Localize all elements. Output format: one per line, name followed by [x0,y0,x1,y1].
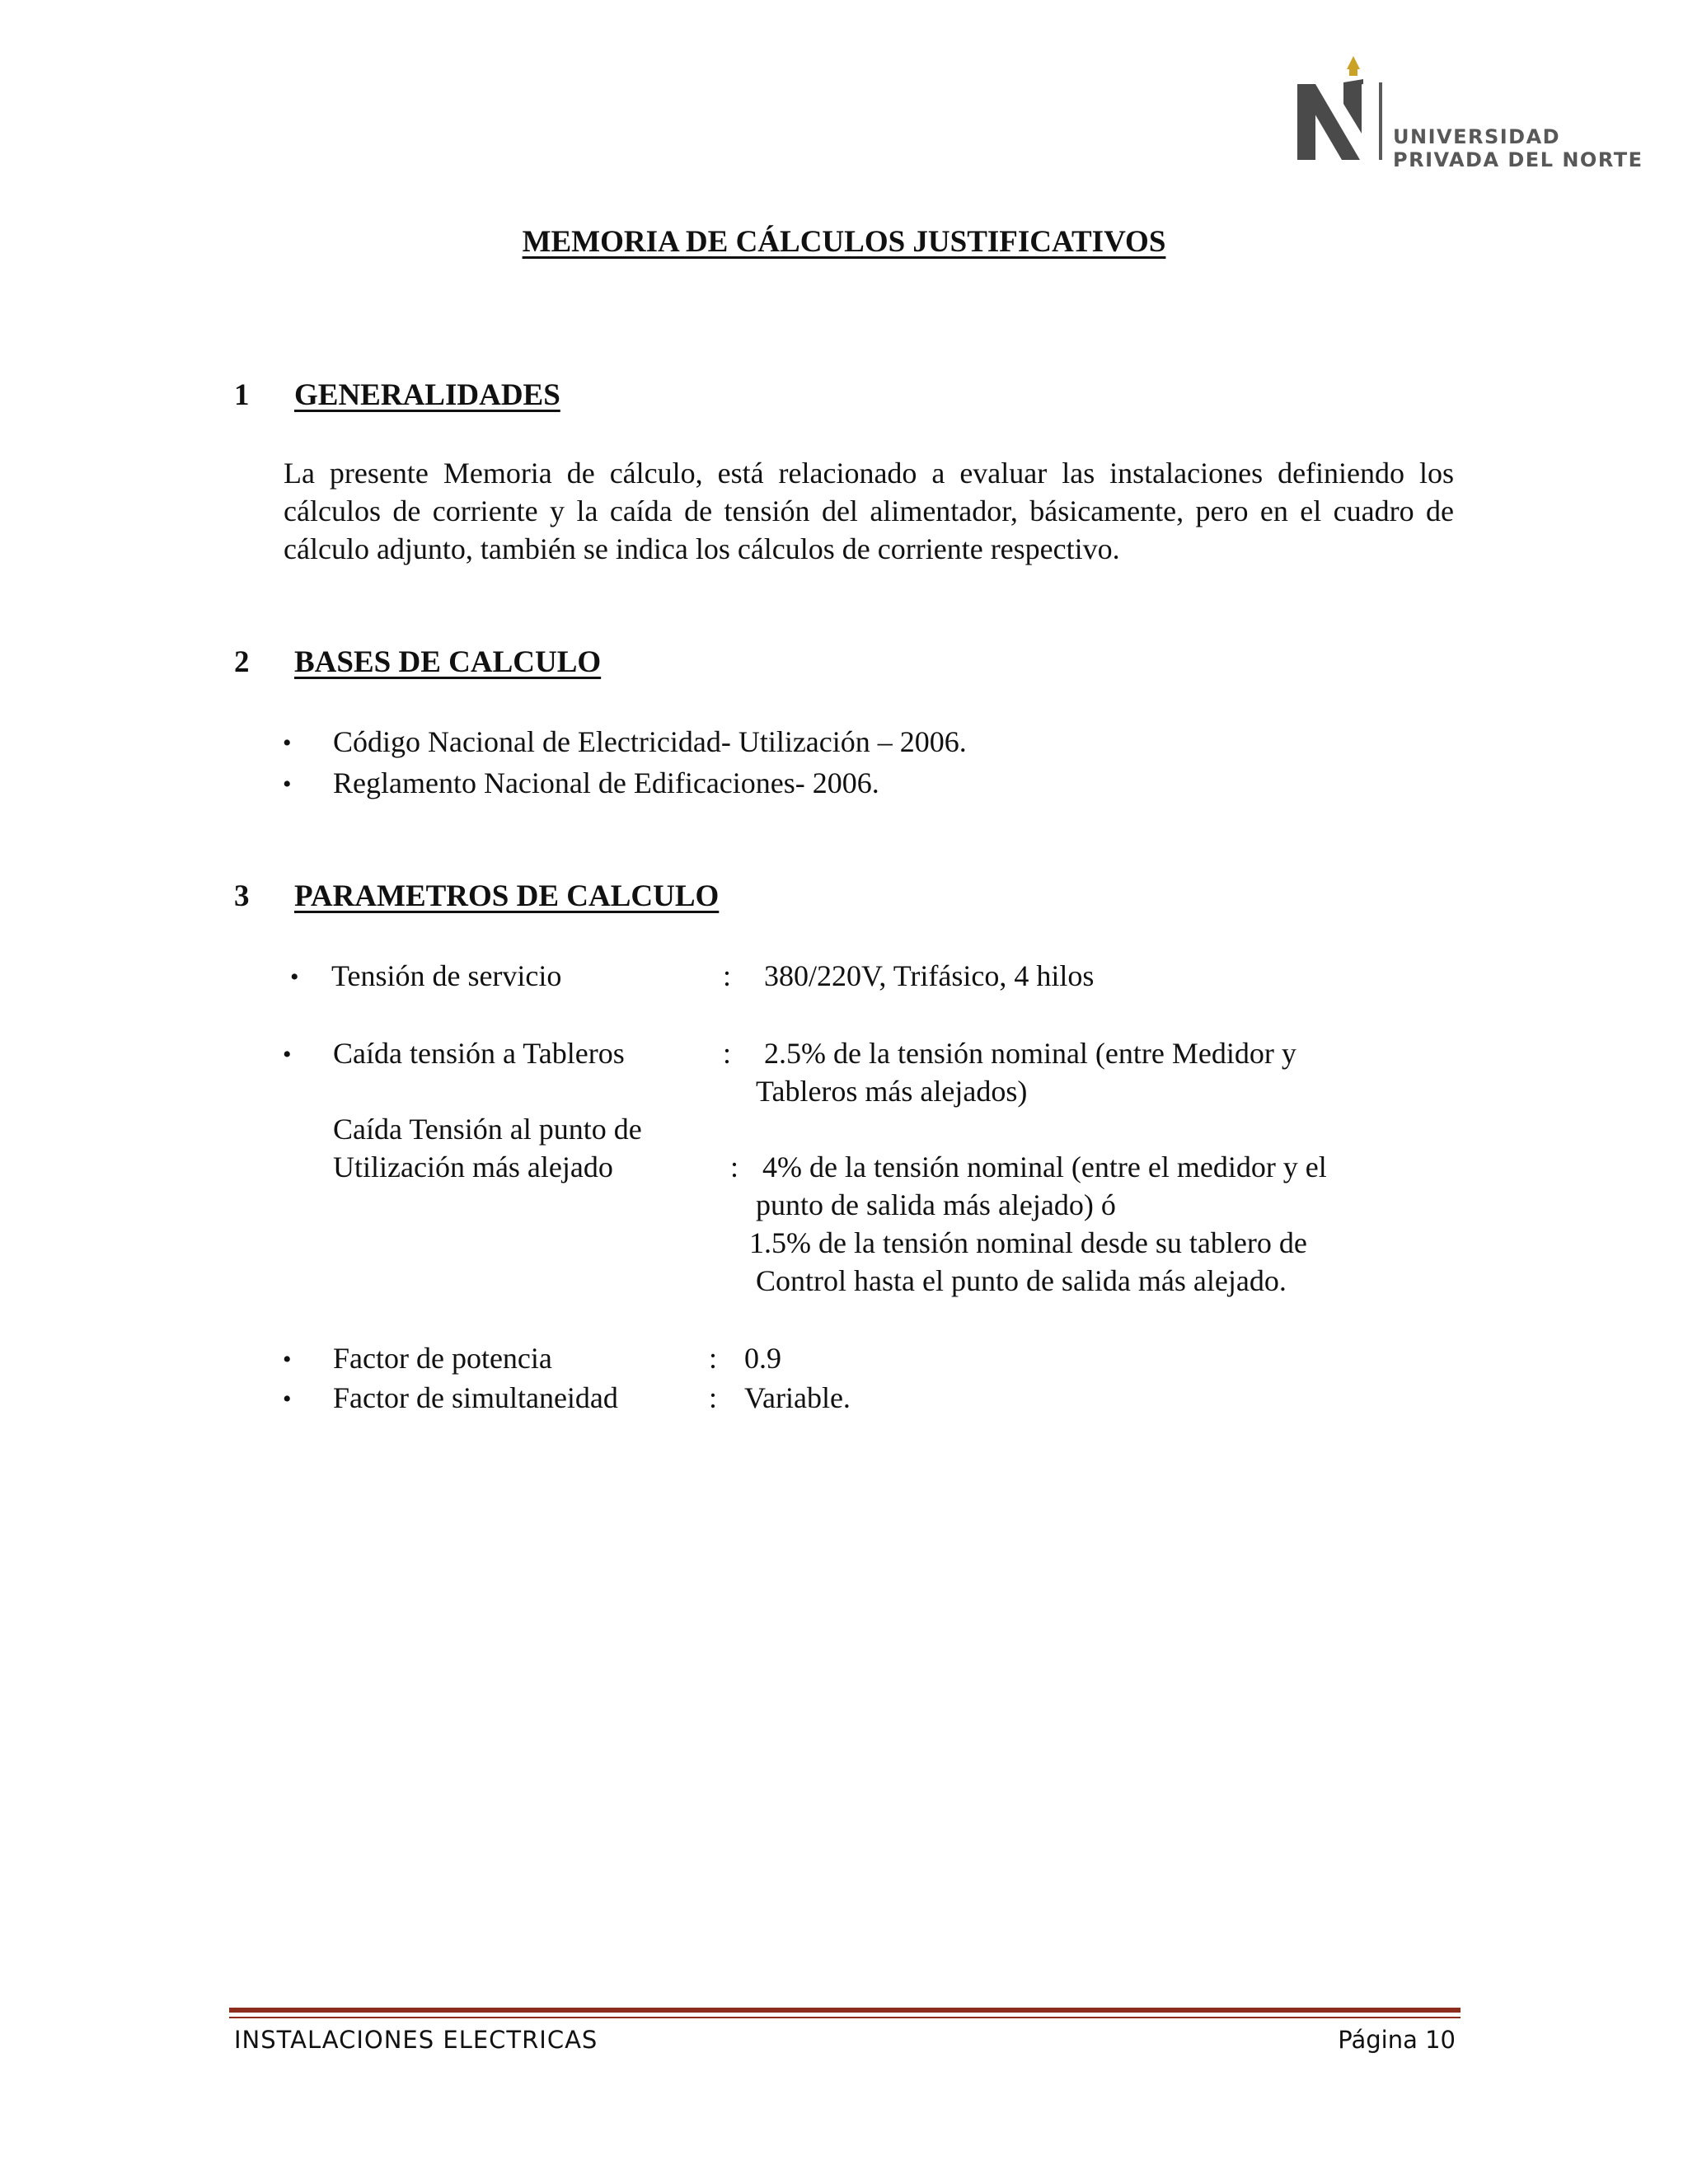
param-value-factor-simultaneidad: Variable. [744,1381,851,1414]
logo-line-2: PRIVADA DEL NORTE [1393,148,1643,171]
param-colon: : [730,1151,739,1183]
section-1-paragraph: La presente Memoria de cálculo, está relacionado a evaluar las instalaciones definiendo los cálculos de corriente y la caída de tensión del alimentador, básicamente, pero en el cuadro de cálculo adjunto, también se indica los cálculos de corriente respectivo. [284,457,1454,565]
section-2-number: 2 [234,645,250,679]
logo-text [1393,125,1643,171]
param-label-factor-potencia: Factor de potencia [333,1342,552,1375]
param-colon: : [723,959,732,992]
list-item: Reglamento Nacional de Edificaciones- 2006. [333,766,879,799]
section-2-heading: BASES DE CALCULO [294,645,602,679]
bullet-icon: • [283,729,292,757]
param-label-tension-servicio: Tensión de servicio [331,959,562,992]
bullet-icon: • [283,1385,292,1413]
param-value-tension-servicio: 380/220V, Trifásico, 4 hilos [764,959,1095,992]
section-3-heading: PARAMETROS DE CALCULO [294,879,720,913]
param-label-caida-utilizacion-2: Utilización más alejado [333,1151,613,1183]
footer-title: INSTALACIONES ELECTRICAS [234,2026,598,2054]
list-item: Código Nacional de Electricidad- Utilización – 2006. [333,725,967,758]
footer-divider-thin [229,2017,1461,2018]
param-colon: : [709,1342,718,1375]
param-value-caida-tableros-1: 2.5% de la tensión nominal (entre Medidor y [764,1037,1296,1070]
footer-divider-thick [229,2008,1461,2013]
section-1-heading: GENERALIDADES [294,378,560,412]
logo-line-1: UNIVERSIDAD [1393,125,1561,148]
section-1-number: 1 [234,378,250,412]
param-colon: : [723,1037,732,1070]
bullet-icon: • [283,1041,292,1068]
param-value-factor-potencia: 0.9 [744,1342,781,1375]
param-value-caida-tableros-2: Tableros más alejados) [756,1075,1028,1108]
bullet-icon: • [283,1346,292,1373]
bullet-icon: • [290,963,299,991]
param-label-caida-tableros: Caída tensión a Tableros [333,1037,625,1070]
university-logo [1294,54,1657,170]
param-label-caida-utilizacion-1: Caída Tensión al punto de [333,1113,642,1146]
param-value-caida-utilizacion-2: punto de salida más alejado) ó [756,1188,1116,1221]
document-title: MEMORIA DE CÁLCULOS JUSTIFICATIVOS [522,225,1166,259]
param-value-caida-utilizacion-3: 1.5% de la tensión nominal desde su tablero de [749,1226,1307,1259]
section-3-number: 3 [234,879,250,913]
param-value-caida-utilizacion-1: 4% de la tensión nominal (entre el medidor y el [762,1151,1327,1183]
param-colon: : [709,1381,718,1414]
bullet-icon: • [283,771,292,798]
param-label-factor-simultaneidad: Factor de simultaneidad [333,1381,618,1414]
page-number: Página 10 [1338,2026,1456,2054]
upn-n-logo-icon [1294,54,1393,170]
logo-separator [1379,82,1382,160]
param-value-caida-utilizacion-4: Control hasta el punto de salida más alejado. [756,1264,1287,1297]
